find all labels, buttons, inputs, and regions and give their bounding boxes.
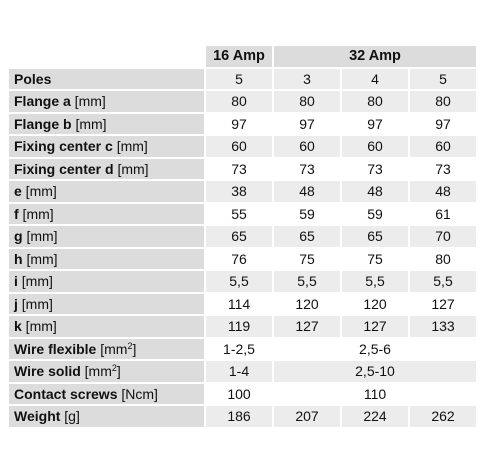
- row-label: [9, 361, 204, 382]
- value-cell: 207: [274, 406, 340, 427]
- row-label: [9, 226, 204, 247]
- table-row: [9, 294, 476, 315]
- value-cell: 73: [342, 159, 408, 180]
- value-cell: 4: [342, 69, 408, 90]
- row-label: [9, 339, 204, 360]
- value-cell: 127: [342, 316, 408, 337]
- row-label-unit: [mm]: [17, 273, 53, 290]
- table-row: [9, 361, 476, 382]
- header-row: [9, 46, 476, 67]
- row-label-name: h: [14, 250, 23, 267]
- value-cell: 262: [410, 406, 476, 427]
- value-cell: 97: [206, 114, 272, 135]
- value-cell: 97: [342, 114, 408, 135]
- row-label-name: Fixing center d: [14, 160, 114, 177]
- value-cell: 65: [206, 226, 272, 247]
- row-label: [9, 91, 204, 112]
- row-label-name: f: [14, 205, 19, 222]
- value-cell: 48: [342, 181, 408, 202]
- table-row: [9, 226, 476, 247]
- row-label: [9, 69, 204, 90]
- value-cell: 80: [274, 91, 340, 112]
- table-row: [9, 181, 476, 202]
- value-cell: 80: [410, 249, 476, 270]
- value-cell: 73: [410, 159, 476, 180]
- value-cell: 60: [410, 136, 476, 157]
- row-label-unit: [mm]: [113, 160, 149, 177]
- value-cell: 120: [342, 294, 408, 315]
- row-label-unit-end: ]: [116, 363, 121, 380]
- row-label-sup: 2: [127, 340, 133, 351]
- row-label: [9, 159, 204, 180]
- header-32-amp: 32 Amp: [274, 46, 476, 67]
- table-row: [9, 271, 476, 292]
- row-label-name: Contact screws: [14, 385, 118, 402]
- table-row: [9, 249, 476, 270]
- value-cell-32-amp: 2,5-10: [274, 361, 476, 382]
- row-label-unit: [mm]: [17, 295, 53, 312]
- value-cell: 65: [274, 226, 340, 247]
- value-cell: 80: [206, 91, 272, 112]
- value-cell: 48: [410, 181, 476, 202]
- table-row: [9, 69, 476, 90]
- row-label: [9, 384, 204, 405]
- value-cell: 80: [410, 91, 476, 112]
- table-row: [9, 159, 476, 180]
- value-cell: 5,5: [410, 271, 476, 292]
- row-label-name: Poles: [14, 70, 52, 87]
- value-cell-32-amp: 110: [274, 384, 476, 405]
- row-label: [9, 204, 204, 225]
- row-label-unit: [mm: [96, 340, 128, 357]
- value-cell: 65: [342, 226, 408, 247]
- value-cell: 75: [342, 249, 408, 270]
- row-label-unit: [mm]: [21, 318, 57, 335]
- value-cell: 5,5: [342, 271, 408, 292]
- value-cell: 5: [410, 69, 476, 90]
- row-label-unit: [mm: [80, 363, 112, 380]
- value-cell-32-amp: 2,5-6: [274, 339, 476, 360]
- row-label-unit: [mm]: [18, 205, 54, 222]
- row-label: [9, 249, 204, 270]
- table-row: [9, 91, 476, 112]
- row-label-unit: [mm]: [22, 250, 58, 267]
- table-row: [9, 384, 476, 405]
- value-cell: 5,5: [274, 271, 340, 292]
- row-label: [9, 181, 204, 202]
- row-label-name: Fixing center c: [14, 138, 113, 155]
- row-label-unit: [mm]: [71, 115, 107, 132]
- row-label-unit: [Ncm]: [117, 385, 158, 402]
- value-cell: 80: [342, 91, 408, 112]
- row-label-name: j: [14, 295, 18, 312]
- row-label-name: Flange a: [14, 93, 71, 110]
- table-row: [9, 406, 476, 427]
- value-cell: 70: [410, 226, 476, 247]
- table-row: [9, 114, 476, 135]
- value-cell: 127: [274, 316, 340, 337]
- row-label-unit: [g]: [60, 408, 80, 425]
- row-label-unit: [mm]: [21, 183, 57, 200]
- table-row: [9, 136, 476, 157]
- value-cell: 186: [206, 406, 272, 427]
- value-cell: 55: [206, 204, 272, 225]
- value-cell: 38: [206, 181, 272, 202]
- row-label-name: i: [14, 273, 18, 290]
- value-cell-16-amp: 1-4: [206, 361, 272, 382]
- value-cell: 133: [410, 316, 476, 337]
- value-cell: 59: [342, 204, 408, 225]
- value-cell: 76: [206, 249, 272, 270]
- value-cell: 60: [206, 136, 272, 157]
- value-cell: 97: [410, 114, 476, 135]
- value-cell: 60: [342, 136, 408, 157]
- table-row: [9, 204, 476, 225]
- spec-table: [7, 44, 478, 429]
- value-cell: 75: [274, 249, 340, 270]
- row-label-unit: [mm]: [112, 138, 148, 155]
- value-cell: 97: [274, 114, 340, 135]
- value-cell: 73: [274, 159, 340, 180]
- row-label-name: Wire flexible: [14, 340, 97, 357]
- header-16-amp: 16 Amp: [206, 46, 272, 67]
- table-row: [9, 339, 476, 360]
- row-label-sup: 2: [111, 363, 117, 374]
- header-blank: [9, 46, 204, 67]
- row-label-unit: [mm]: [70, 93, 106, 110]
- value-cell: 59: [274, 204, 340, 225]
- row-label: [9, 271, 204, 292]
- row-label: [9, 136, 204, 157]
- value-cell: 224: [342, 406, 408, 427]
- value-cell: 73: [206, 159, 272, 180]
- value-cell: 48: [274, 181, 340, 202]
- row-label: [9, 294, 204, 315]
- row-label: [9, 114, 204, 135]
- table-row: [9, 316, 476, 337]
- row-label-name: Weight: [14, 408, 61, 425]
- row-label-name: Flange b: [14, 115, 72, 132]
- value-cell-16-amp: 1-2,5: [206, 339, 272, 360]
- value-cell: 61: [410, 204, 476, 225]
- value-cell: 127: [410, 294, 476, 315]
- row-label-unit: [mm]: [22, 228, 58, 245]
- row-label-name: e: [14, 183, 22, 200]
- row-label-name: g: [14, 228, 23, 245]
- value-cell-16-amp: 100: [206, 384, 272, 405]
- value-cell: 114: [206, 294, 272, 315]
- row-label-name: k: [14, 318, 22, 335]
- table-body: [9, 69, 476, 427]
- value-cell: 5: [206, 69, 272, 90]
- value-cell: 5,5: [206, 271, 272, 292]
- row-label: [9, 316, 204, 337]
- value-cell: 3: [274, 69, 340, 90]
- value-cell: 120: [274, 294, 340, 315]
- row-label-name: Wire solid: [14, 363, 81, 380]
- row-label-unit-end: ]: [132, 340, 137, 357]
- value-cell: 60: [274, 136, 340, 157]
- value-cell: 119: [206, 316, 272, 337]
- row-label: [9, 406, 204, 427]
